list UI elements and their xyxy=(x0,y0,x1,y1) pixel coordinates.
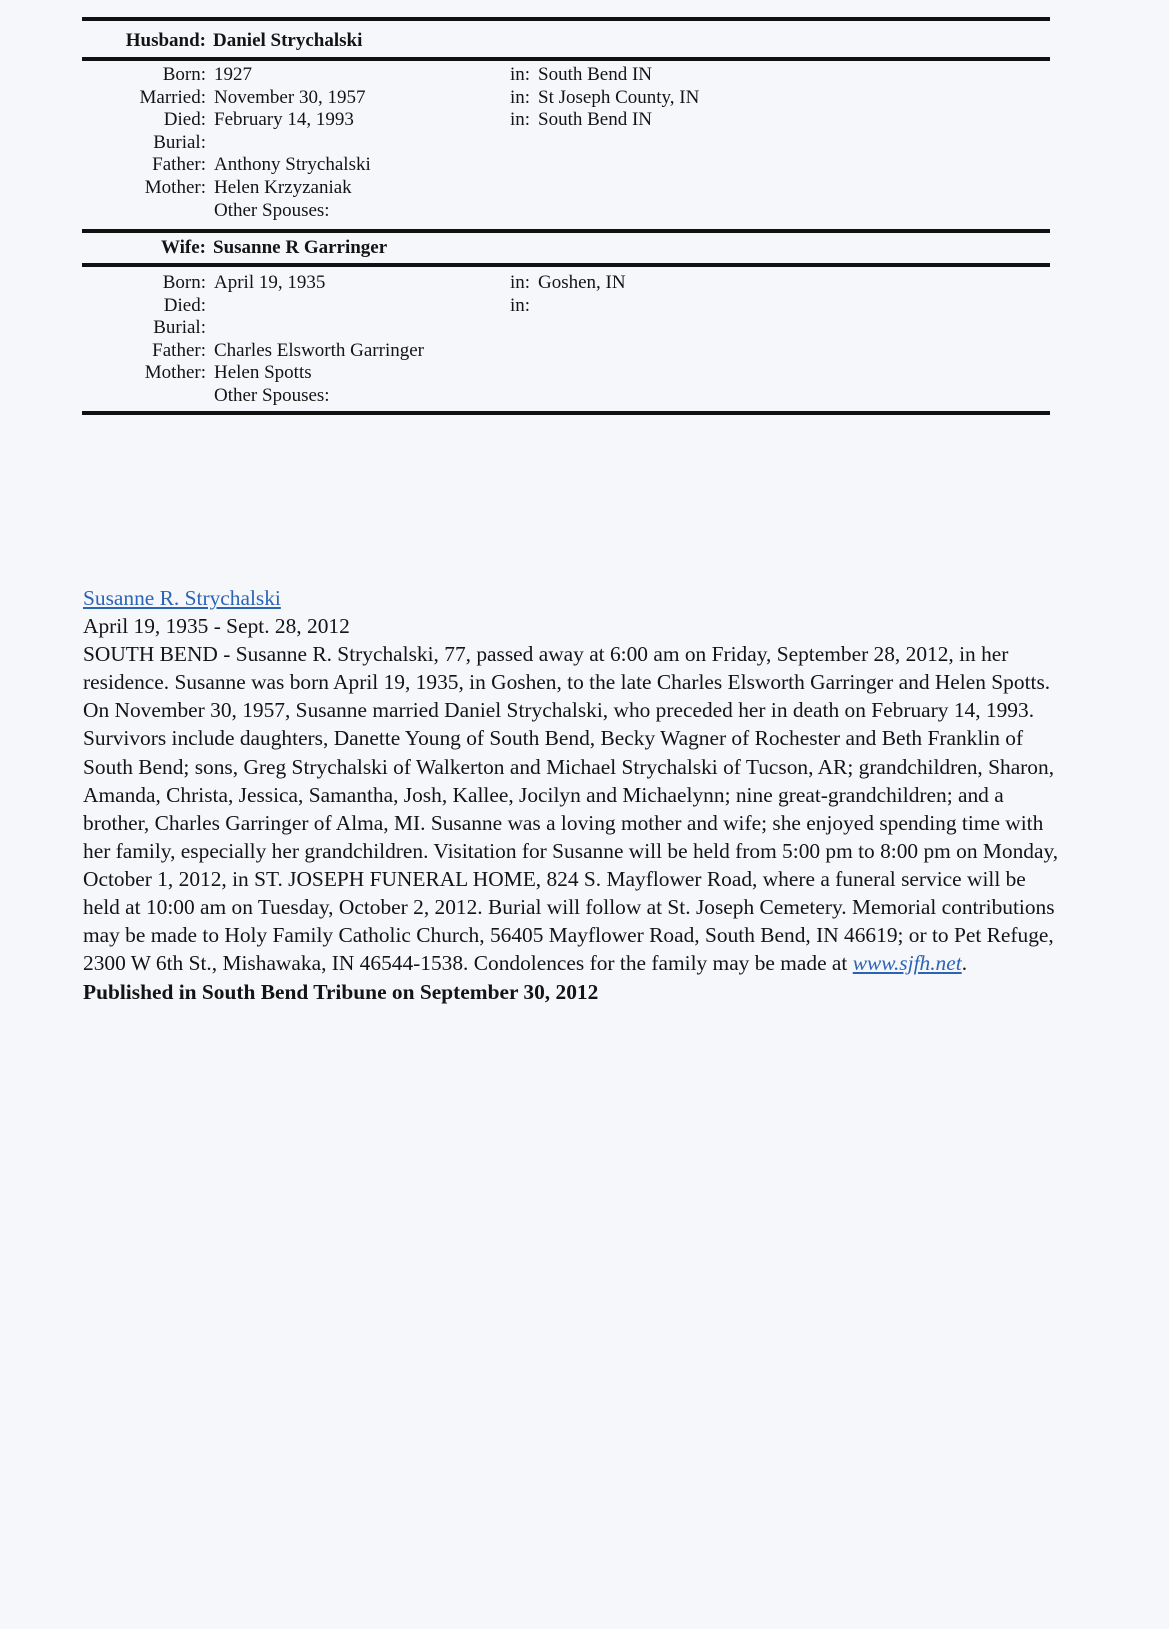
rule-wife-under xyxy=(82,263,1050,267)
obituary-period: . xyxy=(961,951,968,976)
field-value: November 30, 1957 xyxy=(214,86,366,108)
field-value: Helen Krzyzaniak xyxy=(214,177,352,198)
field-place: St Joseph County, IN xyxy=(538,86,700,108)
field-value: February 14, 1993 xyxy=(214,109,354,131)
husband-name: Daniel Strychalski xyxy=(213,30,363,51)
wife-header-label: Wife: xyxy=(160,237,206,258)
field-place: South Bend IN xyxy=(538,64,652,85)
field-label: Died: xyxy=(163,109,206,131)
field-label: Died: xyxy=(163,294,206,316)
rule-top xyxy=(82,17,1050,21)
obituary-body-text: SOUTH BEND - Susanne R. Strychalski, 77, passed away at 6:00 am on Friday, September 28, 2012, in her residence. Susanne was born April 19, 1935, in Goshen, to the late Charles Elsworth Garringer and Helen Spotts. On November 30, 1957, Susanne married Daniel Strychalski, who preceded her in death on February 14, 1993. Survivors include daughters, Danette Young of South Bend, Becky Wagner of Rochester and Beth Franklin of South Bend; sons, Greg Strychalski of Walkerton and Michael Strychalski of Tucson, AR; grandchildren, Sharon, Amanda, Christa, Jessica, Samantha, Josh, Kallee, Jocilyn and Michaelynn; nine great-grandchildren; and a brother, Charles Garringer of Alma, MI. Susanne was a loving mother and wife; she enjoyed spending time with her family, especially her grandchildren. Visitation for Susanne will be held from 5:00 pm to 8:00 pm on Monday, October 1, 2012, in ST. JOSEPH FUNERAL HOME, 824 S. Mayflower Road, where a funeral service will be held at 10:00 am on Tuesday, October 2, 2012. Burial will follow at St. Joseph Cemetery. Memorial contributions may be made to Holy Family Catholic Church, 56405 Mayflower Road, South Bend, IN 46619; or to Pet Refuge, 2300 W 6th St., Mishawaka, IN 46544-1538. Condolences for the family may be made at xyxy=(83,642,1059,976)
field-label: Father: xyxy=(152,154,206,176)
rule-husband-bottom xyxy=(82,229,1050,233)
field-in-label: in: xyxy=(510,294,531,316)
field-in-label: in: xyxy=(510,64,531,85)
publication-line: Published in South Bend Tribune on September 30, 2012 xyxy=(83,980,599,1005)
field-label: Born: xyxy=(162,64,206,85)
field-place: Goshen, IN xyxy=(538,272,626,293)
field-value: Charles Elsworth Garringer xyxy=(214,339,424,361)
obituary-body xyxy=(83,640,1063,977)
field-value: Anthony Strychalski xyxy=(214,154,371,176)
husband-header-label: Husband: xyxy=(125,30,206,51)
field-in-label: in: xyxy=(510,86,531,108)
field-value: 1927 xyxy=(214,64,252,85)
obituary-name-link[interactable]: Susanne R. Strychalski xyxy=(83,586,281,610)
field-label: Mother: xyxy=(144,177,206,198)
field-label: Born: xyxy=(162,272,206,293)
field-label: Father: xyxy=(152,339,206,361)
field-in-label: in: xyxy=(510,272,531,293)
field-label: Mother: xyxy=(144,362,206,384)
field-value: April 19, 1935 xyxy=(214,272,326,293)
field-label: Burial: xyxy=(153,131,206,153)
field-in-label: in: xyxy=(510,109,531,131)
obituary-dates: April 19, 1935 - Sept. 28, 2012 xyxy=(83,614,350,639)
field-value: Helen Spotts xyxy=(214,362,312,384)
field-value: Other Spouses: xyxy=(214,385,330,406)
rule-husband-under xyxy=(82,57,1050,61)
field-label: Burial: xyxy=(153,317,206,339)
field-label: Married: xyxy=(139,86,206,108)
rule-wife-bottom xyxy=(82,411,1050,415)
field-value: Other Spouses: xyxy=(214,199,330,221)
field-place: South Bend IN xyxy=(538,109,652,131)
funeral-home-website-link[interactable]: www.sjfh.net xyxy=(852,951,962,976)
wife-name: Susanne R Garringer xyxy=(213,237,388,258)
obituary xyxy=(83,584,1063,1006)
